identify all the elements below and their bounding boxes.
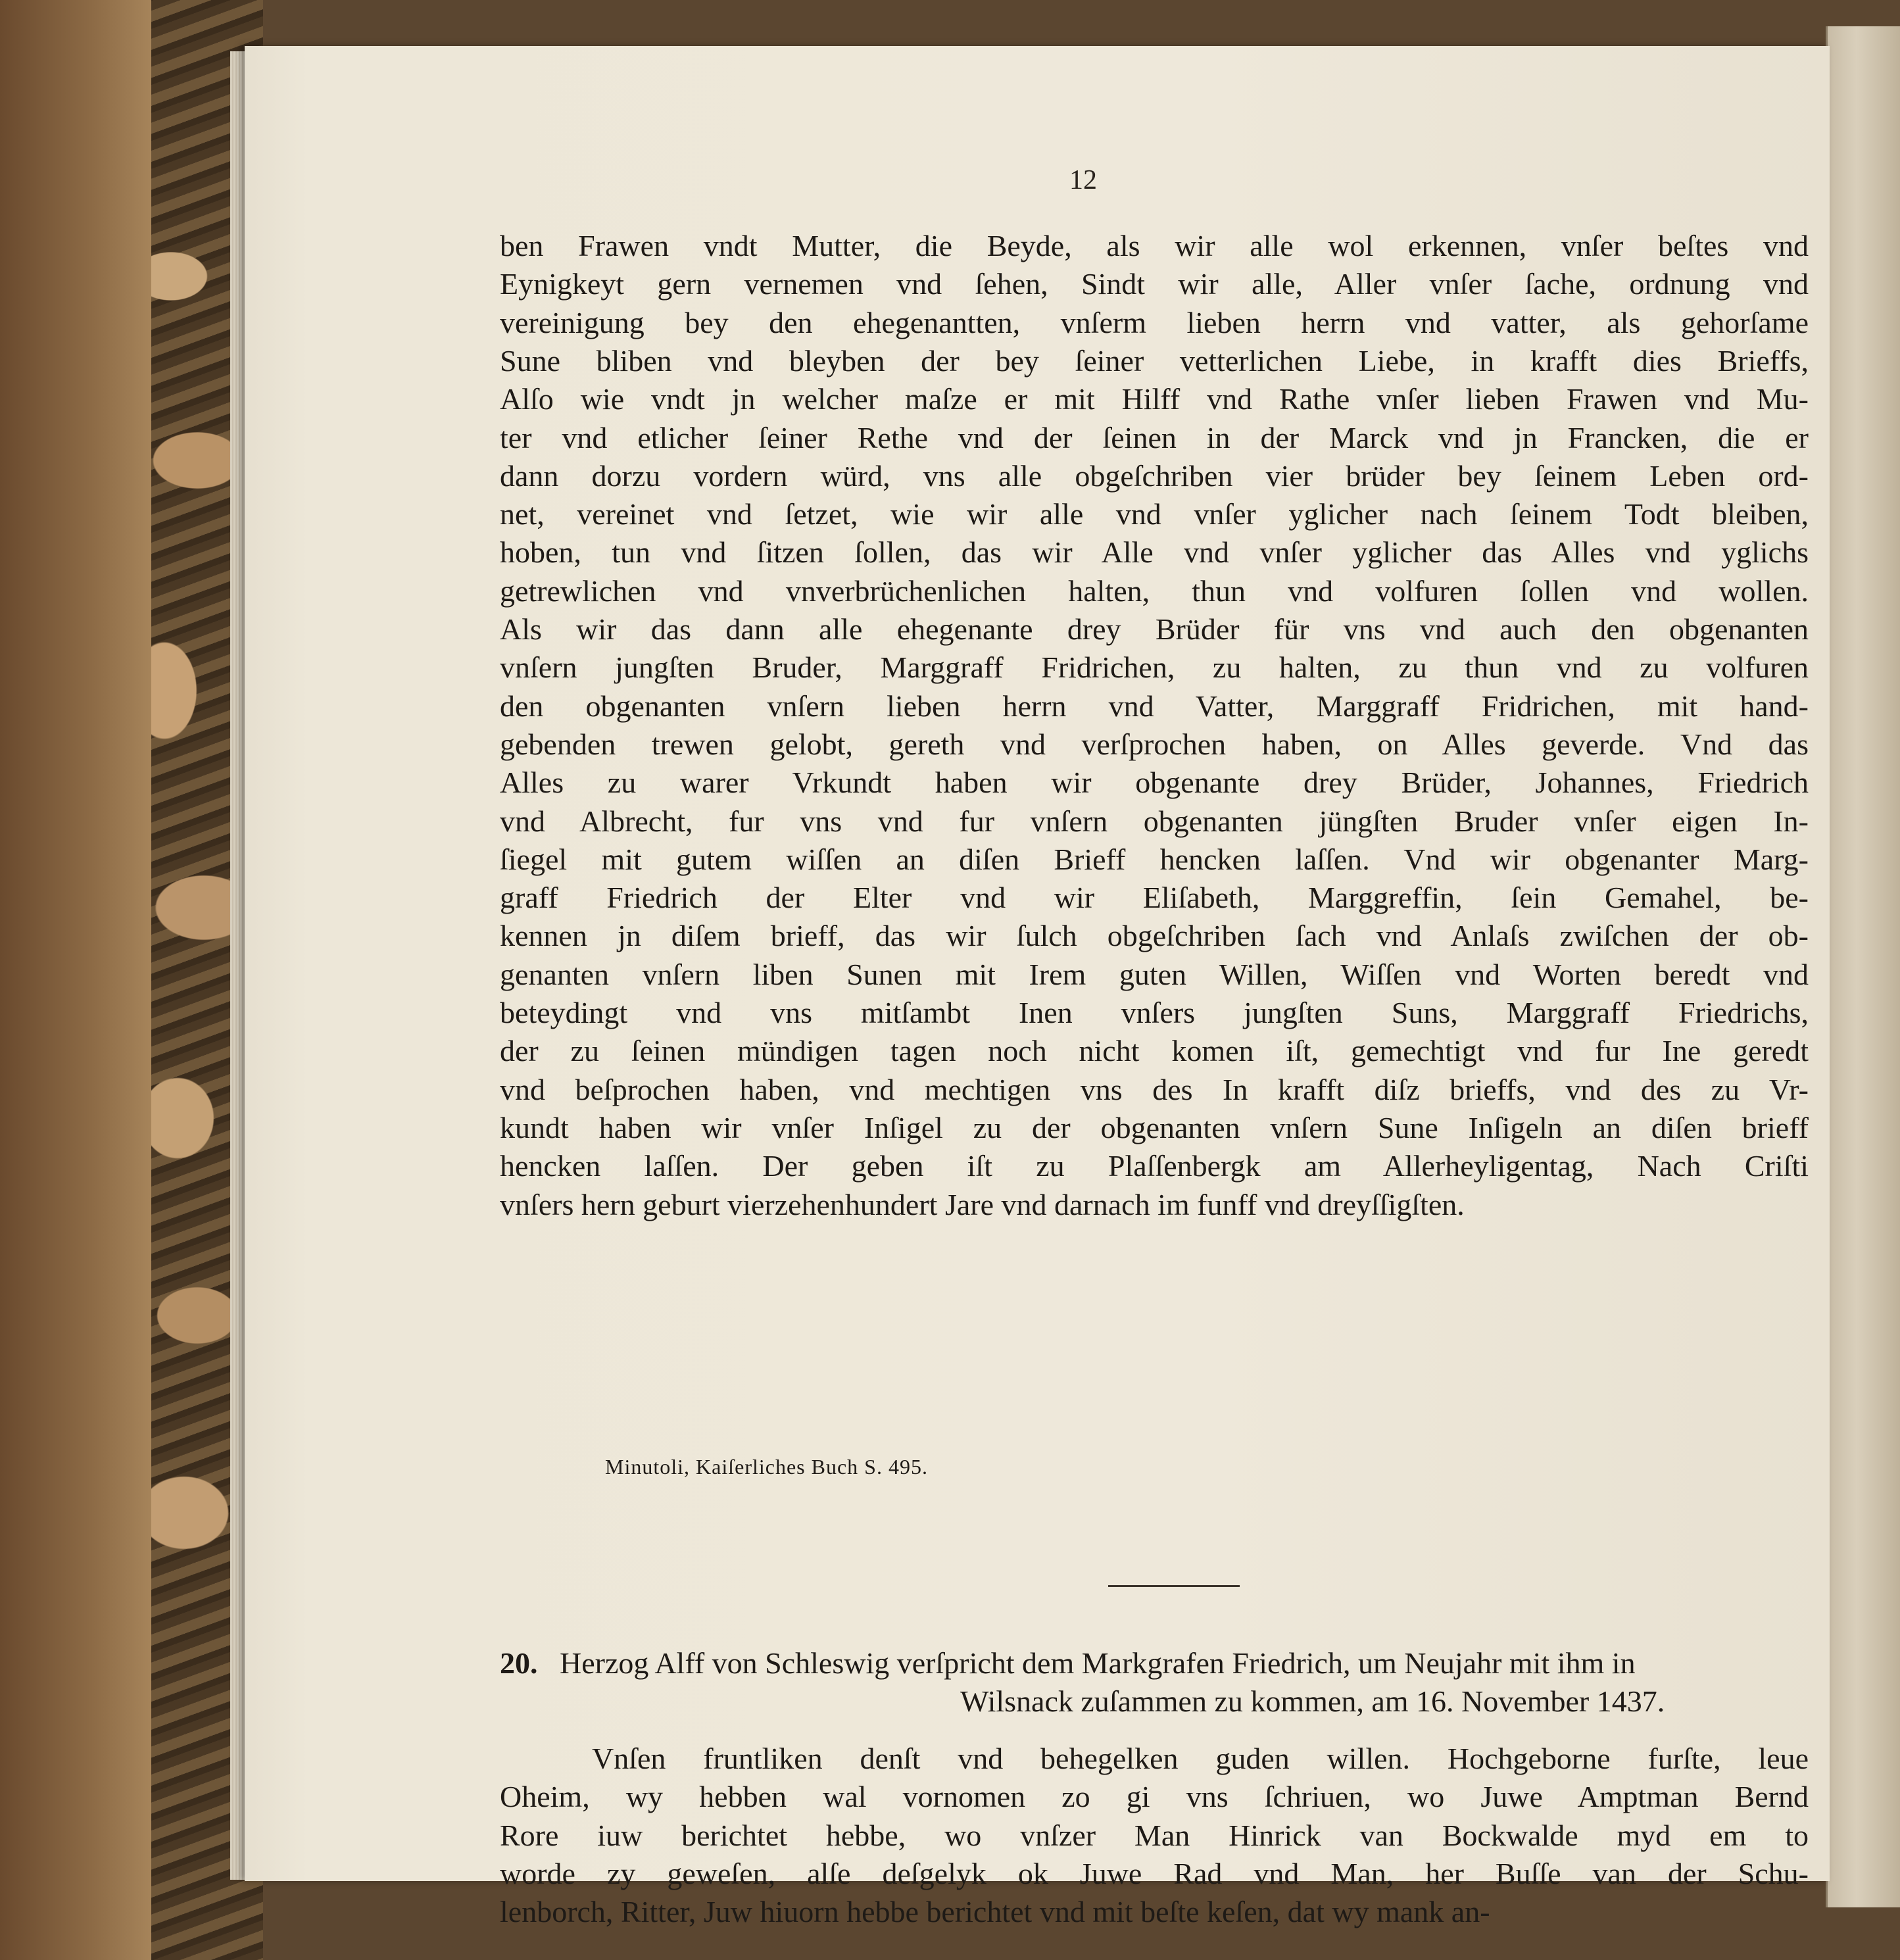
body-line: dann dorzu vordern würd, vns alle obgeſchriben vier brüder bey ſeinem Leben ord- [500,458,1809,493]
document-heading [500,1644,1809,1682]
document-line: worde zy geweſen, alſe deſgelyk ok Juwe Rad vnd Man, her Buſſe van der Schu- [500,1856,1809,1890]
book-cover-edge [0,0,151,1960]
body-line: vnd beſprochen haben, vnd mechtigen vns des In krafft diſz brieffs, vnd des zu Vr- [500,1072,1809,1106]
document-line: Oheim, wy hebben wal vornomen zo gi vns ſchriuen, wo Juwe Amptman Bernd [500,1780,1809,1814]
body-line: vereinigung bey den ehegenantten, vnſerm lieben herrn vnd vatter, als gehorſame [500,305,1809,339]
body-line: ben Frawen vndt Mutter, die Beyde, als wir alle wol erkennen, vnſer beſtes vnd [500,229,1809,262]
body-line: hoben, tun vnd ſitzen ſollen, das wir Alle vnd vnſer yglicher das Alles vnd yglichs [500,535,1809,570]
body-line: der zu ſeinen mündigen tagen noch nicht komen iſt, gemechtigt vnd fur Ine geredt [500,1034,1809,1068]
body-line: vnſers hern geburt vierzehenhundert Jare vnd darnach im funff vnd dreyſſigſten. [500,1187,1465,1221]
body-line: ter vnd etlicher ſeiner Rethe vnd der ſeinen in der Marck vnd jn Francken, die er [500,420,1809,454]
body-line: vnd Albrecht, fur vns vnd fur vnſern obgenanten jüngſten Bruder vnſer eigen In- [500,804,1809,838]
book-page [245,46,1830,1929]
body-line: gebenden trewen gelobt, gereth vnd verſprochen haben, on Alles geverde. Vnd das [500,727,1809,761]
page-number: 12 [1069,165,1097,195]
body-line: Alſo wie vndt jn welcher maſze er mit Hilff vnd Rathe vnſer lieben Frawen vnd Mu- [500,382,1809,416]
document-line: Vnſen fruntliken denſt vnd behegelken guden willen. Hochgeborne furſte, leue [592,1742,1809,1775]
body-line: Eynigkeyt gern vernemen vnd ſehen, Sindt wir alle, Aller vnſer ſache, ordnung vnd [500,267,1809,301]
body-line: graff Friedrich der Elter vnd wir Eliſabeth, Marggreffin, ſein Gemahel, be- [500,881,1809,915]
document-heading-line2: Wilsnack zuſammen zu kommen, am 16. November 1437. [960,1684,1665,1718]
body-line: net, vereinet vnd ſetzet, wie wir alle vnd vnſer yglicher nach ſeinem Todt bleiben, [500,497,1809,531]
section-divider [1108,1585,1240,1587]
document-line: Rore iuw berichtet hebbe, wo vnſzer Man Hinrick van Bockwalde myd em to [500,1818,1809,1852]
body-line: beteydingt vnd vns mitſambt Inen vnſers jungſten Suns, Marggraff Friedrichs, [500,996,1809,1029]
book-right-edge [1826,26,1900,1907]
body-line: genanten vnſern liben Sunen mit Irem guten Willen, Wiſſen vnd Worten beredt vnd [500,957,1809,991]
document-heading-line1: Herzog Alff von Schleswig verſpricht dem Markgrafen Friedrich, um Neujahr mit ihm in [560,1646,1636,1680]
document-line: lenborch, Ritter, Juw hiuorn hebbe berichtet vnd mit beſte keſen, dat wy mank an- [500,1895,1490,1929]
body-line: Sune bliben vnd bleyben der bey ſeiner vetterlichen Liebe, in krafft dies Brieffs, [500,343,1809,378]
body-line: hencken laſſen. Der geben iſt zu Plaſſenbergk am Allerheyligentag, Nach Criſti [500,1149,1809,1183]
body-line: ſiegel mit gutem wiſſen an diſen Brieff hencken laſſen. Vnd wir obgenanter Marg- [500,842,1809,876]
body-line: vnſern jungſten Bruder, Marggraff Fridrichen, zu halten, zu thun vnd zu volfuren [500,650,1809,685]
body-line: den obgenanten vnſern lieben herrn vnd Vatter, Marggraff Fridrichen, mit hand- [500,689,1809,723]
document-number: 20. [500,1646,538,1680]
body-line: kundt haben wir vnſer Inſigel zu der obgenanten vnſern Sune Inſigeln an diſen brieff [500,1110,1809,1144]
body-line: getrewlichen vnd vnverbrüchenlichen halten, thun vnd volfuren ſollen vnd wollen. [500,574,1809,608]
source-citation: Minutoli, Kaiſerliches Buch S. 495. [605,1455,928,1479]
body-line: Als wir das dann alle ehegenante drey Brüder für vns vnd auch den obgenanten [500,612,1809,646]
body-line: kennen jn diſem brieff, das wir ſulch obgeſchriben ſach vnd Anlaſs zwiſchen der ob- [500,919,1809,953]
body-line: Alles zu warer Vrkundt haben wir obgenante drey Brüder, Johannes, Friedrich [500,766,1809,800]
